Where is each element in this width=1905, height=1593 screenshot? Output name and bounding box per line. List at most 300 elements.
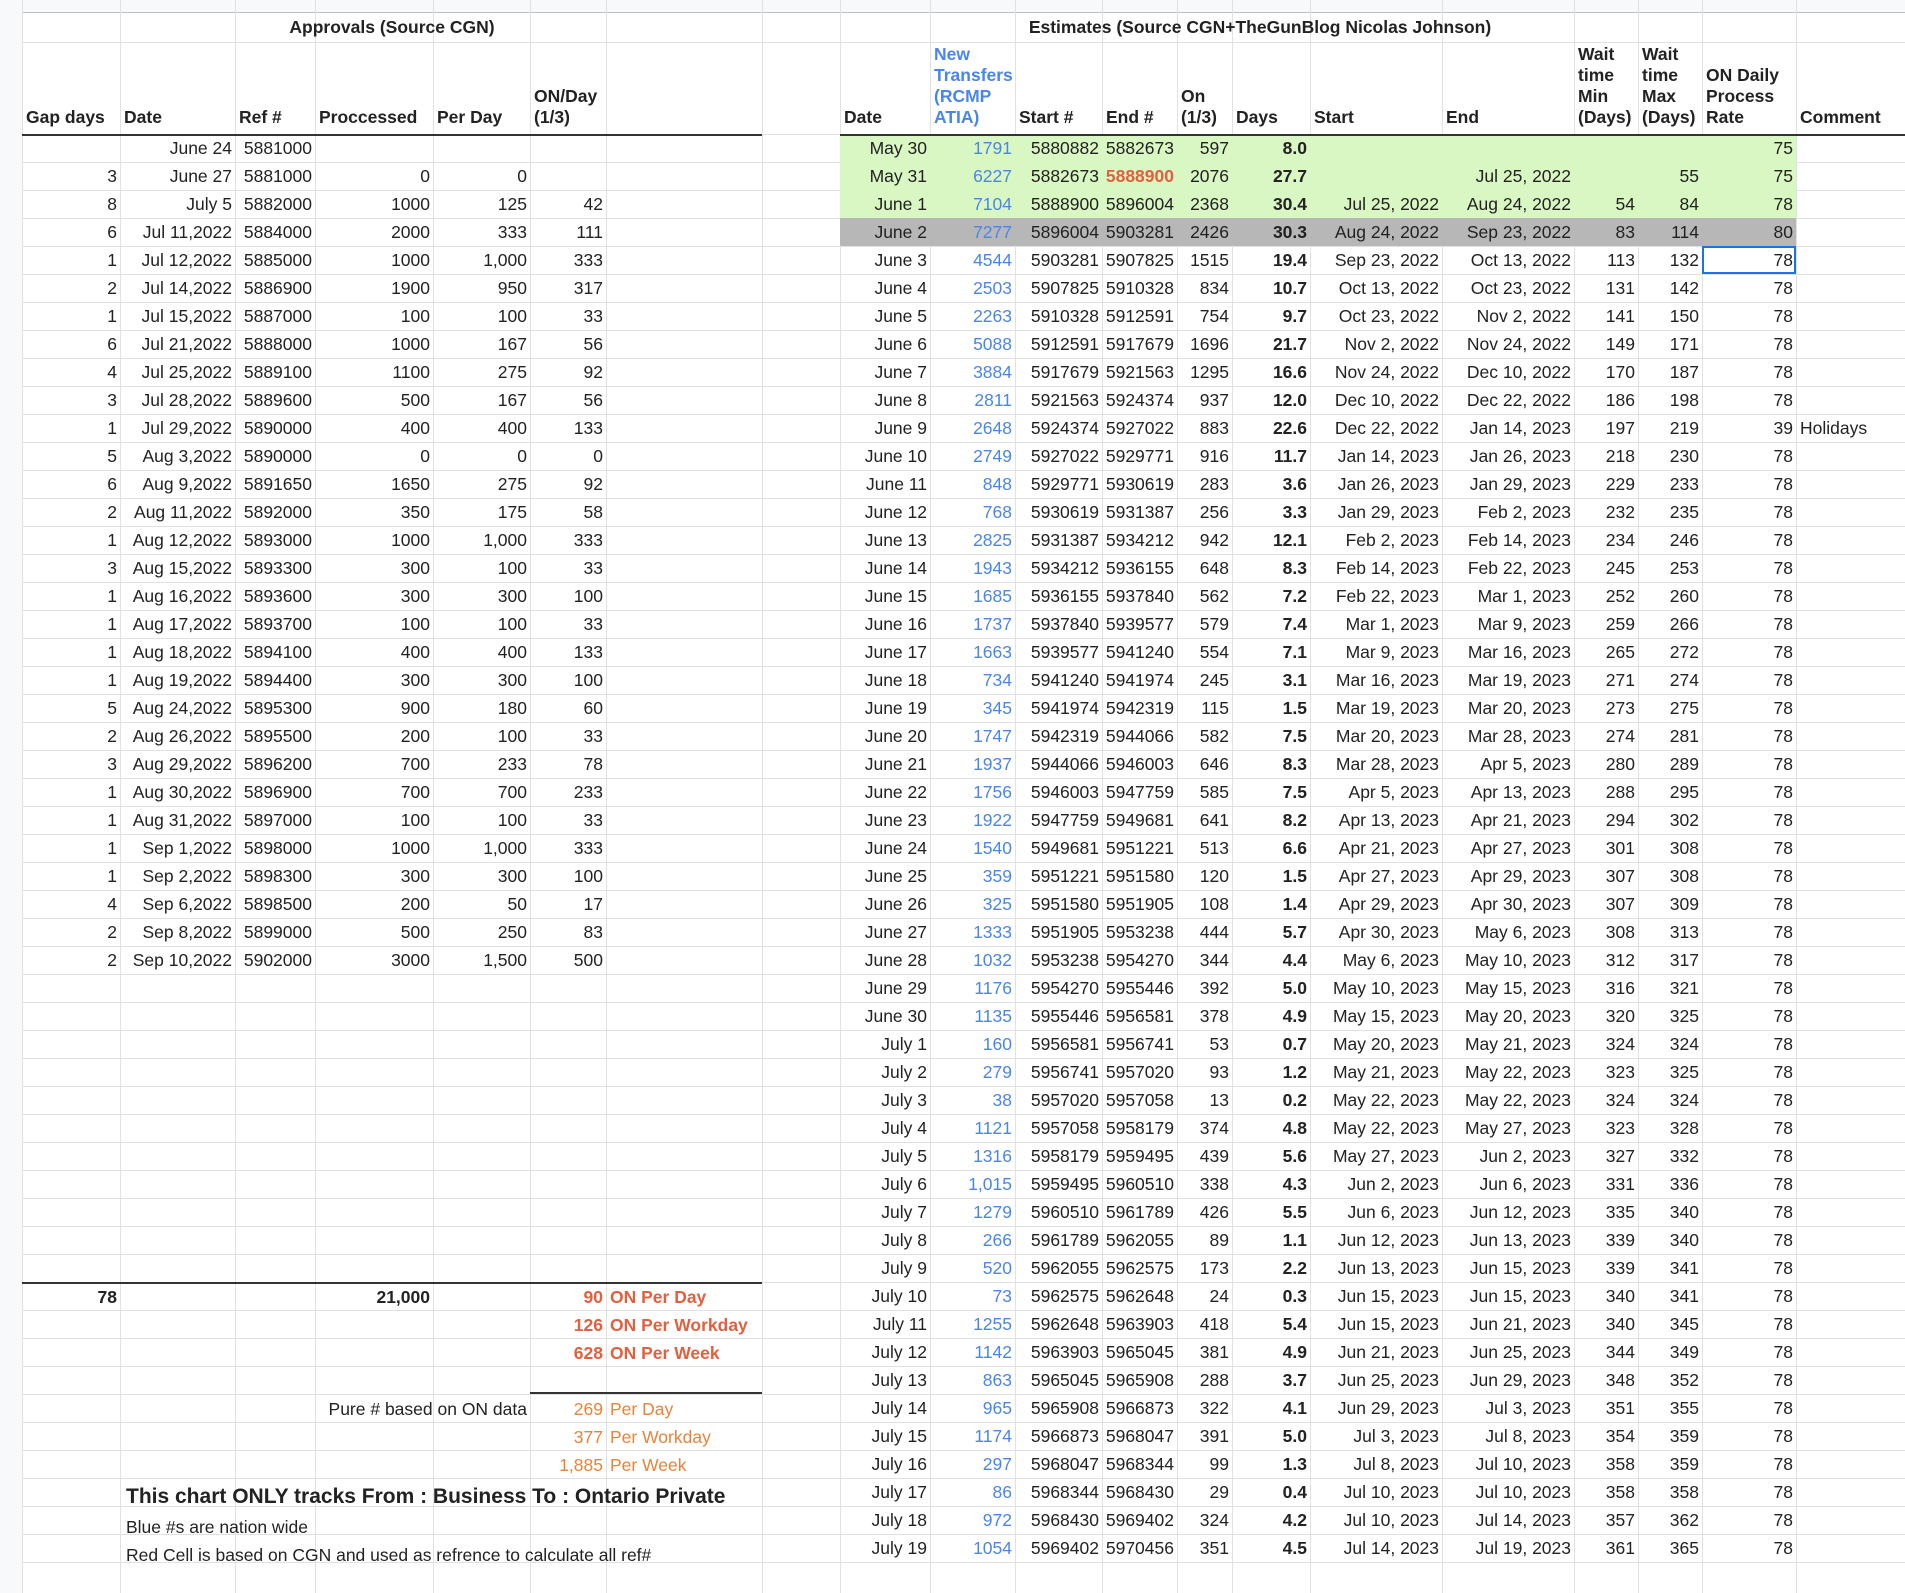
estimate-date-cell[interactable]: June 19 [864, 698, 927, 718]
estimate-end-num-cell[interactable]: 5929771 [1105, 446, 1174, 466]
estimate-days-cell[interactable]: 8.2 [1282, 810, 1307, 830]
estimate-wait-max-cell[interactable]: 235 [1669, 502, 1699, 522]
estimate-on-daily-rate-cell[interactable]: 78 [1773, 558, 1793, 578]
estimate-on-third-cell[interactable]: 245 [1199, 670, 1229, 690]
approval-per-day-cell[interactable]: 275 [497, 362, 527, 382]
estimate-new-transfers-cell[interactable]: 2503 [973, 278, 1012, 298]
estimate-wait-min-cell[interactable]: 339 [1605, 1230, 1635, 1250]
estimate-on-third-cell[interactable]: 942 [1199, 530, 1229, 550]
estimate-start-date-cell[interactable]: Dec 10, 2022 [1334, 390, 1439, 410]
estimate-new-transfers-cell[interactable]: 1737 [973, 614, 1012, 634]
estimate-end-num-cell[interactable]: 5966873 [1105, 1398, 1174, 1418]
estimate-wait-max-cell[interactable]: 198 [1669, 390, 1699, 410]
approval-date-cell[interactable]: Jul 12,2022 [141, 250, 232, 270]
estimate-comment-cell[interactable] [1796, 1506, 1905, 1534]
estimate-wait-min-cell[interactable]: 259 [1605, 614, 1635, 634]
estimate-on-third-cell[interactable]: 381 [1199, 1342, 1229, 1362]
estimate-new-transfers-cell[interactable]: 73 [992, 1286, 1012, 1306]
approval-gap-days-cell[interactable]: 4 [107, 362, 117, 382]
estimate-wait-min-cell[interactable]: 323 [1605, 1062, 1635, 1082]
estimate-wait-max-cell[interactable]: 341 [1669, 1286, 1699, 1306]
approval-processed-cell[interactable]: 500 [400, 922, 430, 942]
estimate-wait-min-cell[interactable]: 149 [1605, 334, 1635, 354]
estimate-start-num-cell[interactable]: 5888900 [1015, 190, 1102, 218]
estimate-wait-max-cell[interactable]: 362 [1669, 1510, 1699, 1530]
estimate-on-daily-rate-cell[interactable]: 78 [1773, 642, 1793, 662]
estimate-date-cell[interactable]: June 16 [864, 614, 927, 634]
approval-on-per-day-cell[interactable]: 56 [583, 334, 603, 354]
approval-date-cell[interactable]: Aug 29,2022 [132, 754, 232, 774]
estimate-new-transfers-cell[interactable]: 1176 [974, 978, 1012, 998]
estimate-days-cell[interactable]: 2.2 [1282, 1258, 1307, 1278]
estimate-start-num-cell[interactable]: 5917679 [1030, 362, 1099, 382]
estimate-on-daily-rate-cell[interactable]: 78 [1773, 1118, 1793, 1138]
estimate-days-cell[interactable]: 19.4 [1272, 250, 1307, 270]
approval-date-cell[interactable]: Aug 3,2022 [142, 446, 232, 466]
approval-on-per-day-cell[interactable]: 33 [583, 614, 603, 634]
estimate-on-daily-rate-cell[interactable]: 78 [1773, 1090, 1793, 1110]
estimate-start-date-cell[interactable]: Sep 23, 2022 [1334, 250, 1439, 270]
estimate-wait-max-cell[interactable]: 171 [1669, 334, 1699, 354]
estimate-end-date-cell[interactable]: Jun 2, 2023 [1479, 1146, 1571, 1166]
approval-on-per-day-cell[interactable]: 100 [573, 670, 603, 690]
approval-on-per-day-cell[interactable]: 133 [573, 642, 603, 662]
estimate-end-date-cell[interactable]: Dec 10, 2022 [1466, 362, 1571, 382]
estimate-start-date-cell[interactable] [1310, 162, 1442, 190]
estimate-date-cell[interactable]: June 8 [874, 390, 927, 410]
estimate-start-num-cell[interactable]: 5954270 [1030, 978, 1099, 998]
approval-on-per-day-cell[interactable]: 42 [583, 194, 603, 214]
estimate-end-num-cell[interactable]: 5951221 [1105, 838, 1174, 858]
approval-ref-num-cell[interactable]: 5893600 [243, 586, 312, 606]
approval-date-cell[interactable]: Aug 11,2022 [134, 502, 232, 522]
approval-on-per-day-cell[interactable]: 92 [583, 362, 603, 382]
approval-on-per-day-cell[interactable]: 92 [583, 474, 603, 494]
estimate-days-cell[interactable]: 5.4 [1282, 1314, 1307, 1334]
estimate-on-third-cell[interactable]: 53 [1209, 1034, 1229, 1054]
approval-ref-num-cell[interactable]: 5886900 [243, 278, 312, 298]
approval-gap-days-cell[interactable]: 1 [107, 250, 117, 270]
estimate-end-date-cell[interactable]: Jul 10, 2023 [1475, 1482, 1571, 1502]
estimate-start-num-cell[interactable]: 5966873 [1030, 1426, 1099, 1446]
approval-per-day-cell[interactable]: 100 [497, 558, 527, 578]
estimate-on-third-cell[interactable]: 2426 [1177, 218, 1232, 246]
estimate-date-cell[interactable]: July 13 [871, 1370, 927, 1390]
estimate-comment-cell[interactable] [1796, 246, 1905, 274]
approval-date-cell[interactable]: Sep 1,2022 [142, 838, 232, 858]
estimate-new-transfers-cell[interactable]: 1663 [973, 642, 1012, 662]
estimate-end-num-cell[interactable]: 5959495 [1105, 1146, 1174, 1166]
estimate-new-transfers-cell[interactable]: 1032 [973, 950, 1012, 970]
estimate-start-num-cell[interactable]: 5963903 [1030, 1342, 1099, 1362]
estimate-start-date-cell[interactable]: May 22, 2023 [1332, 1118, 1439, 1138]
estimate-wait-max-cell[interactable] [1638, 134, 1702, 162]
estimate-on-third-cell[interactable]: 937 [1199, 390, 1229, 410]
estimate-new-transfers-cell[interactable]: 7277 [930, 218, 1015, 246]
approval-date-cell[interactable]: Aug 19,2022 [132, 670, 232, 690]
estimate-start-date-cell[interactable]: Apr 27, 2023 [1338, 866, 1439, 886]
estimate-end-num-cell[interactable]: 5930619 [1105, 474, 1174, 494]
estimate-on-third-cell[interactable]: 648 [1199, 558, 1229, 578]
estimate-days-cell[interactable]: 3.3 [1282, 502, 1307, 522]
estimate-new-transfers-cell[interactable]: 1922 [973, 810, 1012, 830]
estimate-date-cell[interactable]: June 4 [874, 278, 927, 298]
approval-gap-days-cell[interactable]: 2 [107, 922, 117, 942]
approval-gap-days-cell[interactable]: 2 [107, 278, 117, 298]
approval-processed-cell[interactable]: 1000 [391, 530, 430, 550]
estimate-start-num-cell[interactable]: 5934212 [1030, 558, 1099, 578]
estimate-on-daily-rate-cell[interactable]: 78 [1773, 530, 1793, 550]
estimate-end-num-cell[interactable]: 5962055 [1105, 1230, 1174, 1250]
approval-gap-days-cell[interactable]: 3 [107, 166, 117, 186]
estimate-days-cell[interactable]: 4.9 [1282, 1342, 1307, 1362]
estimate-wait-max-cell[interactable]: 340 [1669, 1230, 1699, 1250]
approval-ref-num-cell[interactable]: 5898000 [243, 838, 312, 858]
estimate-days-cell[interactable]: 16.6 [1272, 362, 1307, 382]
estimate-start-date-cell[interactable]: Jan 26, 2023 [1337, 474, 1439, 494]
estimate-comment-cell[interactable] [1796, 1002, 1905, 1030]
estimate-start-date-cell[interactable]: Jul 10, 2023 [1343, 1482, 1439, 1502]
estimate-on-daily-rate-cell[interactable]: 78 [1773, 1426, 1793, 1446]
estimate-wait-max-cell[interactable]: 142 [1669, 278, 1699, 298]
estimate-on-daily-rate-cell[interactable]: 78 [1773, 1034, 1793, 1054]
estimate-end-date-cell[interactable]: Sep 23, 2022 [1442, 218, 1574, 246]
estimate-end-date-cell[interactable]: Nov 24, 2022 [1466, 334, 1571, 354]
approval-per-day-cell[interactable]: 125 [497, 194, 527, 214]
estimate-start-date-cell[interactable]: Jun 15, 2023 [1337, 1314, 1439, 1334]
right-header-days[interactable]: Days [1236, 107, 1278, 127]
approval-date-cell[interactable]: Jul 29,2022 [141, 418, 232, 438]
estimate-start-num-cell[interactable]: 5907825 [1030, 278, 1099, 298]
approval-ref-num-cell[interactable]: 5892000 [243, 502, 312, 522]
approval-date-cell[interactable]: Sep 10,2022 [132, 950, 232, 970]
approval-ref-num-cell[interactable]: 5889100 [243, 362, 312, 382]
estimate-comment-cell[interactable] [1796, 834, 1905, 862]
approval-on-per-day-cell[interactable]: 83 [583, 922, 603, 942]
estimate-date-cell[interactable]: June 23 [864, 810, 927, 830]
estimate-days-cell[interactable]: 5.0 [1282, 1426, 1307, 1446]
estimate-wait-min-cell[interactable]: 131 [1605, 278, 1635, 298]
estimate-end-num-cell[interactable]: 5888900 [1102, 162, 1177, 190]
estimate-end-date-cell[interactable]: Jun 6, 2023 [1479, 1174, 1571, 1194]
estimate-date-cell[interactable]: June 20 [864, 726, 927, 746]
approval-gap-days-cell[interactable]: 1 [107, 866, 117, 886]
estimate-wait-min-cell[interactable]: 288 [1605, 782, 1635, 802]
estimate-on-daily-rate-cell[interactable]: 78 [1773, 614, 1793, 634]
estimate-end-date-cell[interactable]: Jun 25, 2023 [1469, 1342, 1571, 1362]
estimate-start-num-cell[interactable]: 5949681 [1030, 838, 1099, 858]
approval-gap-days-cell[interactable]: 2 [107, 502, 117, 522]
estimate-wait-min-cell[interactable]: 327 [1605, 1146, 1635, 1166]
estimate-days-cell[interactable]: 3.6 [1282, 474, 1307, 494]
approval-processed-cell[interactable]: 1100 [392, 362, 430, 382]
estimate-on-third-cell[interactable]: 338 [1199, 1174, 1229, 1194]
approval-gap-days-cell[interactable]: 6 [107, 222, 117, 242]
approval-processed-cell[interactable]: 300 [400, 586, 430, 606]
estimate-on-third-cell[interactable]: 883 [1199, 418, 1229, 438]
estimate-on-daily-rate-cell[interactable]: 78 [1773, 1370, 1793, 1390]
estimate-wait-max-cell[interactable]: 281 [1669, 726, 1699, 746]
right-header-start-num[interactable]: Start # [1019, 107, 1074, 127]
estimate-wait-max-cell[interactable]: 332 [1669, 1146, 1699, 1166]
approval-date-cell[interactable]: Jul 25,2022 [141, 362, 232, 382]
estimate-end-date-cell[interactable]: Oct 13, 2022 [1470, 250, 1571, 270]
estimate-wait-min-cell[interactable]: 218 [1605, 446, 1635, 466]
estimate-comment-cell[interactable] [1796, 890, 1905, 918]
estimate-end-num-cell[interactable]: 5954270 [1105, 950, 1174, 970]
estimate-wait-min-cell[interactable]: 307 [1605, 866, 1635, 886]
estimate-wait-min-cell[interactable]: 232 [1605, 502, 1635, 522]
estimate-wait-min-cell[interactable]: 280 [1605, 754, 1635, 774]
estimate-end-num-cell[interactable]: 5927022 [1105, 418, 1174, 438]
estimate-days-cell[interactable]: 4.3 [1282, 1174, 1307, 1194]
estimate-date-cell[interactable]: June 6 [874, 334, 927, 354]
estimate-on-third-cell[interactable]: 585 [1199, 782, 1229, 802]
estimate-new-transfers-cell[interactable]: 1791 [930, 134, 1015, 162]
estimate-start-num-cell[interactable]: 5953238 [1030, 950, 1099, 970]
estimate-start-date-cell[interactable]: Jul 10, 2023 [1343, 1510, 1439, 1530]
estimate-new-transfers-cell[interactable]: 1135 [974, 1006, 1012, 1026]
estimate-date-cell[interactable]: June 12 [864, 502, 927, 522]
approval-gap-days-cell[interactable]: 1 [107, 614, 117, 634]
estimate-end-date-cell[interactable]: Jun 29, 2023 [1469, 1370, 1571, 1390]
estimate-date-cell[interactable]: June 28 [864, 950, 927, 970]
estimate-wait-min-cell[interactable]: 113 [1607, 250, 1635, 270]
estimate-end-date-cell[interactable]: Apr 30, 2023 [1470, 894, 1571, 914]
estimate-comment-cell[interactable] [1796, 862, 1905, 890]
estimate-end-date-cell[interactable]: Jun 15, 2023 [1469, 1286, 1571, 1306]
estimate-on-third-cell[interactable]: 173 [1199, 1258, 1229, 1278]
approval-ref-num-cell[interactable]: 5881000 [243, 138, 312, 158]
estimate-end-num-cell[interactable]: 5942319 [1105, 698, 1174, 718]
approval-per-day-cell[interactable]: 400 [497, 418, 527, 438]
estimate-end-date-cell[interactable]: Apr 21, 2023 [1470, 810, 1571, 830]
right-header-date[interactable]: Date [844, 107, 882, 127]
approval-ref-num-cell[interactable]: 5895300 [243, 698, 312, 718]
approval-per-day-cell[interactable]: 1,000 [483, 530, 527, 550]
approval-per-day-cell[interactable]: 100 [497, 726, 527, 746]
estimate-date-cell[interactable]: July 19 [871, 1538, 927, 1558]
estimate-on-third-cell[interactable]: 24 [1209, 1286, 1229, 1306]
estimate-date-cell[interactable]: July 16 [871, 1454, 927, 1474]
estimate-start-date-cell[interactable]: Jul 14, 2023 [1343, 1538, 1439, 1558]
estimate-on-daily-rate-cell[interactable]: 78 [1773, 1146, 1793, 1166]
estimate-wait-max-cell[interactable]: 266 [1669, 614, 1699, 634]
estimate-end-num-cell[interactable]: 5962575 [1105, 1258, 1174, 1278]
estimate-on-third-cell[interactable]: 834 [1199, 278, 1229, 298]
estimate-wait-min-cell[interactable]: 316 [1605, 978, 1635, 998]
estimate-wait-min-cell[interactable]: 361 [1605, 1538, 1635, 1558]
approval-on-per-day-cell[interactable]: 333 [573, 250, 603, 270]
estimate-date-cell[interactable]: June 3 [874, 250, 927, 270]
estimate-start-num-cell[interactable]: 5962575 [1030, 1286, 1099, 1306]
estimate-end-date-cell[interactable]: Apr 13, 2023 [1470, 782, 1571, 802]
estimate-days-cell[interactable]: 4.2 [1282, 1510, 1307, 1530]
estimate-start-date-cell[interactable]: Jun 15, 2023 [1337, 1286, 1439, 1306]
estimate-new-transfers-cell[interactable]: 297 [982, 1454, 1012, 1474]
approval-date-cell[interactable]: Jul 14,2022 [141, 278, 232, 298]
approval-ref-num-cell[interactable]: 5893300 [243, 558, 312, 578]
estimate-end-date-cell[interactable]: Mar 28, 2023 [1467, 726, 1571, 746]
estimate-on-third-cell[interactable]: 351 [1199, 1538, 1229, 1558]
gap-total-cell[interactable]: 78 [97, 1287, 117, 1307]
estimate-end-num-cell[interactable]: 5912591 [1105, 306, 1174, 326]
estimate-on-third-cell[interactable]: 374 [1199, 1118, 1229, 1138]
estimate-days-cell[interactable]: 12.0 [1272, 390, 1307, 410]
left-header-processed[interactable]: Proccessed [319, 107, 418, 127]
estimate-wait-min-cell[interactable]: 351 [1605, 1398, 1635, 1418]
estimate-on-third-cell[interactable]: 288 [1199, 1370, 1229, 1390]
estimate-on-daily-rate-cell[interactable]: 78 [1773, 1230, 1793, 1250]
estimate-end-num-cell[interactable]: 5953238 [1105, 922, 1174, 942]
approval-per-day-cell[interactable]: 0 [517, 166, 527, 186]
approval-gap-days-cell[interactable]: 6 [107, 334, 117, 354]
approval-per-day-cell[interactable]: 333 [497, 222, 527, 242]
estimate-date-cell[interactable]: July 18 [871, 1510, 927, 1530]
approval-processed-cell[interactable]: 0 [420, 446, 430, 466]
right-header-on-daily-rate[interactable]: ON Daily Process Rate [1706, 65, 1779, 127]
left-header-on-per-day[interactable]: ON/Day (1/3) [534, 86, 598, 127]
estimate-end-date-cell[interactable]: Jul 14, 2023 [1475, 1510, 1571, 1530]
approval-per-day-cell[interactable]: 700 [497, 782, 527, 802]
estimate-days-cell[interactable]: 1.3 [1282, 1454, 1307, 1474]
estimate-new-transfers-cell[interactable]: 2811 [974, 390, 1012, 410]
estimate-new-transfers-cell[interactable]: 734 [982, 670, 1012, 690]
estimate-start-num-cell[interactable]: 5921563 [1030, 390, 1099, 410]
estimate-date-cell[interactable]: July 8 [881, 1230, 927, 1250]
estimate-wait-max-cell[interactable]: 345 [1669, 1314, 1699, 1334]
approval-date-cell[interactable]: Aug 9,2022 [142, 474, 232, 494]
estimate-days-cell[interactable]: 1.2 [1282, 1062, 1307, 1082]
estimate-wait-max-cell[interactable]: 114 [1638, 218, 1702, 246]
estimate-end-num-cell[interactable]: 5934212 [1105, 530, 1174, 550]
estimate-start-num-cell[interactable]: 5903281 [1030, 250, 1099, 270]
estimate-end-date-cell[interactable]: Mar 19, 2023 [1467, 670, 1571, 690]
approval-processed-cell[interactable]: 1000 [391, 334, 430, 354]
estimate-wait-max-cell[interactable]: 324 [1669, 1090, 1699, 1110]
estimate-date-cell[interactable]: June 10 [864, 446, 927, 466]
estimate-new-transfers-cell[interactable]: 1747 [973, 726, 1012, 746]
estimate-wait-max-cell[interactable]: 233 [1669, 474, 1699, 494]
estimate-wait-min-cell[interactable]: 344 [1605, 1342, 1635, 1362]
estimate-on-daily-rate-cell[interactable]: 78 [1773, 1538, 1793, 1558]
estimate-new-transfers-cell[interactable]: 1937 [973, 754, 1012, 774]
approval-date-cell[interactable]: Jul 28,2022 [141, 390, 232, 410]
estimate-start-date-cell[interactable]: Jul 25, 2022 [1310, 190, 1442, 218]
approval-on-per-day-cell[interactable] [530, 162, 606, 190]
estimate-on-daily-rate-cell[interactable]: 78 [1773, 1062, 1793, 1082]
estimate-days-cell[interactable]: 0.3 [1282, 1286, 1307, 1306]
estimate-end-date-cell[interactable]: Jun 15, 2023 [1469, 1258, 1571, 1278]
estimate-end-num-cell[interactable]: 5947759 [1105, 782, 1174, 802]
right-header-wait-max[interactable]: Wait time Max (Days) [1642, 44, 1696, 127]
estimate-on-third-cell[interactable]: 120 [1199, 866, 1229, 886]
approval-ref-num-cell[interactable]: 5888000 [243, 334, 312, 354]
estimate-end-num-cell[interactable]: 5949681 [1105, 810, 1174, 830]
estimate-start-date-cell[interactable]: Apr 21, 2023 [1338, 838, 1439, 858]
estimate-comment-cell[interactable] [1796, 218, 1905, 246]
estimate-date-cell[interactable]: June 2 [840, 218, 930, 246]
estimate-date-cell[interactable]: July 10 [871, 1286, 927, 1306]
estimate-days-cell[interactable]: 4.4 [1282, 950, 1307, 970]
estimate-date-cell[interactable]: June 30 [864, 1006, 927, 1026]
approval-ref-num-cell[interactable]: 5891650 [243, 474, 312, 494]
estimate-new-transfers-cell[interactable]: 1685 [973, 586, 1012, 606]
estimate-wait-min-cell[interactable]: 265 [1605, 642, 1635, 662]
estimate-comment-cell[interactable] [1796, 582, 1905, 610]
estimate-start-num-cell[interactable]: 5956741 [1030, 1062, 1099, 1082]
estimate-wait-max-cell[interactable]: 302 [1669, 810, 1699, 830]
estimate-end-num-cell[interactable]: 5957058 [1105, 1090, 1174, 1110]
on-per-workday-value[interactable]: 126 [573, 1315, 603, 1335]
estimate-on-third-cell[interactable]: 2368 [1177, 190, 1232, 218]
approval-processed-cell[interactable]: 700 [400, 782, 430, 802]
estimate-on-third-cell[interactable]: 99 [1209, 1454, 1229, 1474]
estimate-wait-min-cell[interactable]: 273 [1605, 698, 1635, 718]
estimate-start-num-cell[interactable]: 5896004 [1015, 218, 1102, 246]
estimate-on-daily-rate-cell[interactable]: 78 [1773, 474, 1793, 494]
estimate-new-transfers-cell[interactable]: 1255 [973, 1314, 1012, 1334]
approval-ref-num-cell[interactable]: 5894400 [243, 670, 312, 690]
approval-processed-cell[interactable] [315, 134, 433, 162]
estimate-date-cell[interactable]: June 14 [864, 558, 927, 578]
estimate-days-cell[interactable]: 7.4 [1282, 614, 1307, 634]
estimate-on-third-cell[interactable]: 378 [1199, 1006, 1229, 1026]
estimate-wait-max-cell[interactable]: 313 [1669, 922, 1699, 942]
estimate-end-date-cell[interactable]: Jul 25, 2022 [1442, 162, 1574, 190]
estimate-wait-max-cell[interactable]: 365 [1669, 1538, 1699, 1558]
estimate-wait-max-cell[interactable]: 187 [1669, 362, 1699, 382]
approval-ref-num-cell[interactable]: 5890000 [243, 446, 312, 466]
estimate-on-daily-rate-cell[interactable]: 78 [1773, 502, 1793, 522]
approval-processed-cell[interactable]: 0 [420, 166, 430, 186]
right-header-wait-min[interactable]: Wait time Min (Days) [1578, 44, 1632, 127]
estimate-on-third-cell[interactable]: 324 [1199, 1510, 1229, 1530]
estimate-start-num-cell[interactable]: 5955446 [1030, 1006, 1099, 1026]
approval-processed-cell[interactable]: 1900 [391, 278, 430, 298]
estimate-wait-max-cell[interactable]: 150 [1669, 306, 1699, 326]
estimate-wait-max-cell[interactable]: 308 [1669, 838, 1699, 858]
estimate-end-num-cell[interactable]: 5937840 [1105, 586, 1174, 606]
estimate-start-num-cell[interactable]: 5962055 [1030, 1258, 1099, 1278]
estimate-new-transfers-cell[interactable]: 1333 [973, 922, 1012, 942]
estimate-comment-cell[interactable] [1796, 1338, 1905, 1366]
estimate-wait-max-cell[interactable]: 359 [1669, 1454, 1699, 1474]
estimate-wait-max-cell[interactable]: 359 [1669, 1426, 1699, 1446]
estimate-wait-max-cell[interactable]: 308 [1669, 866, 1699, 886]
estimate-on-daily-rate-cell[interactable]: 78 [1773, 698, 1793, 718]
estimate-end-num-cell[interactable]: 5896004 [1102, 190, 1177, 218]
estimate-start-num-cell[interactable]: 5951221 [1030, 866, 1099, 886]
estimate-start-num-cell[interactable]: 5882673 [1015, 162, 1102, 190]
estimate-wait-max-cell[interactable]: 358 [1669, 1482, 1699, 1502]
estimate-end-num-cell[interactable]: 5962648 [1105, 1286, 1174, 1306]
estimate-days-cell[interactable]: 1.4 [1282, 894, 1307, 914]
approval-on-per-day-cell[interactable]: 60 [583, 698, 603, 718]
estimate-days-cell[interactable]: 4.1 [1282, 1398, 1307, 1418]
approval-processed-cell[interactable]: 1000 [391, 250, 430, 270]
estimate-on-third-cell[interactable]: 554 [1199, 642, 1229, 662]
estimate-new-transfers-cell[interactable]: 965 [982, 1398, 1012, 1418]
estimate-wait-min-cell[interactable]: 252 [1605, 586, 1635, 606]
estimate-on-daily-rate-cell[interactable]: 75 [1702, 162, 1796, 190]
estimate-new-transfers-cell[interactable]: 160 [982, 1034, 1012, 1054]
estimate-start-num-cell[interactable]: 5912591 [1030, 334, 1099, 354]
estimate-new-transfers-cell[interactable]: 1316 [973, 1146, 1012, 1166]
approval-ref-num-cell[interactable]: 5896900 [243, 782, 312, 802]
estimate-start-date-cell[interactable]: Apr 13, 2023 [1338, 810, 1439, 830]
approval-date-cell[interactable]: June 27 [169, 166, 232, 186]
